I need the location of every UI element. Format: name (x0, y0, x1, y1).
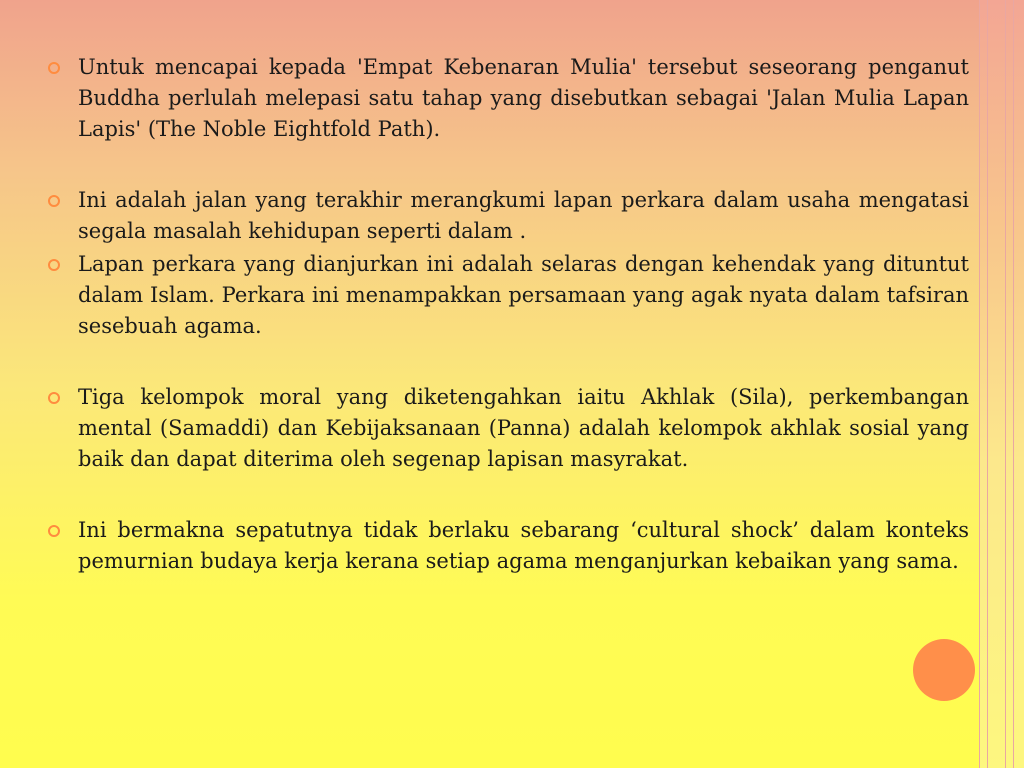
bullet-text: Tiga kelompok moral yang diketengahkan iaitu Akhlak (Sila), perkembangan mental (Samaddi) dan Kebijaksanaan (Panna) adalah kelompok akhlak sosial yang baik dan dapat diterima oleh segenap lapisan masyrakat. (78, 385, 969, 471)
bullet-item (48, 515, 969, 577)
decorative-side-band (979, 0, 1024, 768)
bullet-circle-icon (48, 525, 60, 537)
bullet-text: Untuk mencapai kepada 'Empat Kebenaran Mulia' tersebut seseorang penganut Buddha perlulah melepasi satu tahap yang disebutkan sebagai 'Jalan Mulia Lapan Lapis' (The Noble Eightfold Path). (78, 55, 969, 141)
decorative-line (979, 0, 980, 768)
decorative-circle (913, 639, 975, 701)
decorative-line (1005, 0, 1006, 768)
bullet-item (48, 382, 969, 475)
bullet-item (48, 185, 969, 247)
bullet-circle-icon (48, 259, 60, 271)
bullet-item (48, 52, 969, 145)
bullet-text: Ini adalah jalan yang terakhir merangkumi lapan perkara dalam usaha mengatasi segala masalah kehidupan seperti dalam . (78, 188, 969, 243)
bullet-item (48, 249, 969, 342)
bullet-circle-icon (48, 392, 60, 404)
bullet-circle-icon (48, 195, 60, 207)
bullet-circle-icon (48, 62, 60, 74)
decorative-line (1013, 0, 1014, 768)
bullet-text: Ini bermakna sepatutnya tidak berlaku sebarang ‘cultural shock’ dalam konteks pemurnian budaya kerja kerana setiap agama menganjurkan kebaikan yang sama. (78, 518, 969, 573)
bullet-text: Lapan perkara yang dianjurkan ini adalah selaras dengan kehendak yang dituntut dalam Islam. Perkara ini menampakkan persamaan yang agak nyata dalam tafsiran sesebuah agama. (78, 252, 969, 338)
decorative-line (987, 0, 988, 768)
bullet-list (48, 52, 969, 577)
